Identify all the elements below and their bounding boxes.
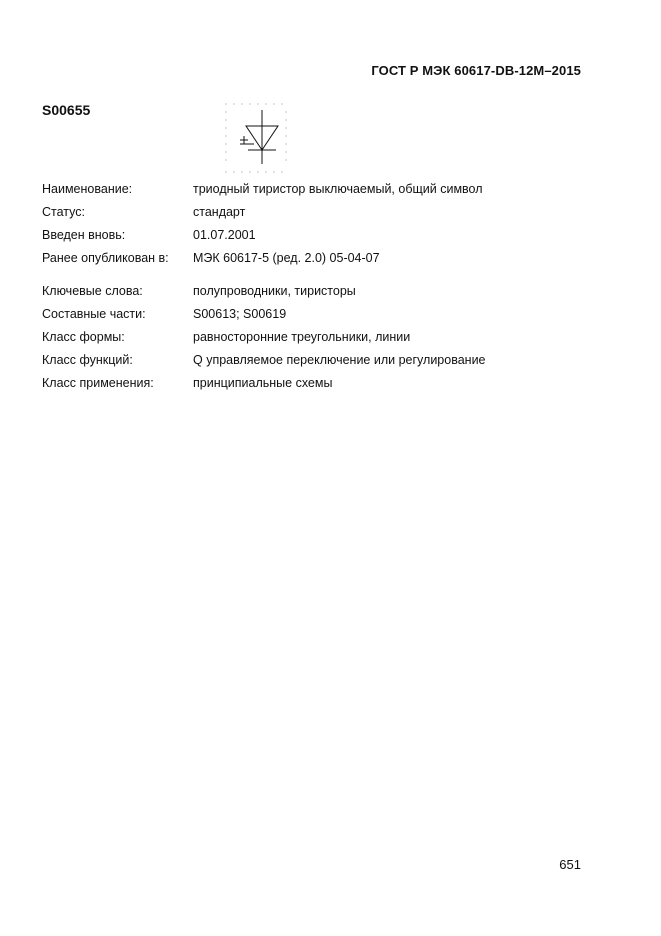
property-label: Ключевые слова:: [42, 284, 143, 298]
property-row-components: [42, 303, 486, 326]
property-value: 01.07.2001: [193, 228, 256, 242]
property-value: Q управляемое переключение или регулирование: [193, 353, 486, 367]
document-header: ГОСТ Р МЭК 60617-DB-12M–2015: [371, 63, 581, 78]
property-label: Наименование:: [42, 182, 133, 196]
property-label: Введен вновь:: [42, 228, 126, 242]
property-label: Составные части:: [42, 307, 146, 321]
property-value: МЭК 60617-5 (ред. 2.0) 05-04-07: [193, 251, 380, 265]
property-label: Класс функций:: [42, 353, 133, 367]
property-label: Класс формы:: [42, 330, 125, 344]
property-row-application-class: [42, 372, 486, 395]
property-row-introduced: [42, 224, 486, 247]
thyristor-symbol-icon: [222, 100, 288, 176]
property-value: стандарт: [193, 205, 246, 219]
group-spacer: [42, 270, 486, 280]
property-row-previously-published: [42, 247, 486, 270]
symbol-properties: [42, 178, 486, 395]
property-row-function-class: [42, 349, 486, 372]
property-row-shape-class: [42, 326, 486, 349]
property-label: Класс применения:: [42, 376, 154, 390]
property-row-keywords: [42, 280, 486, 303]
property-row-status: [42, 201, 486, 224]
property-label: Ранее опубликован в:: [42, 251, 169, 265]
property-label: Статус:: [42, 205, 85, 219]
property-value: равносторонние треугольники, линии: [193, 330, 411, 344]
page-number: 651: [559, 857, 581, 872]
property-value: триодный тиристор выключаемый, общий символ: [193, 182, 483, 196]
property-row-name: [42, 178, 486, 201]
property-value: полупроводники, тиристоры: [193, 284, 356, 298]
symbol-code: S00655: [42, 102, 91, 118]
property-value: S00613; S00619: [193, 307, 287, 321]
property-value: принципиальные схемы: [193, 376, 333, 390]
